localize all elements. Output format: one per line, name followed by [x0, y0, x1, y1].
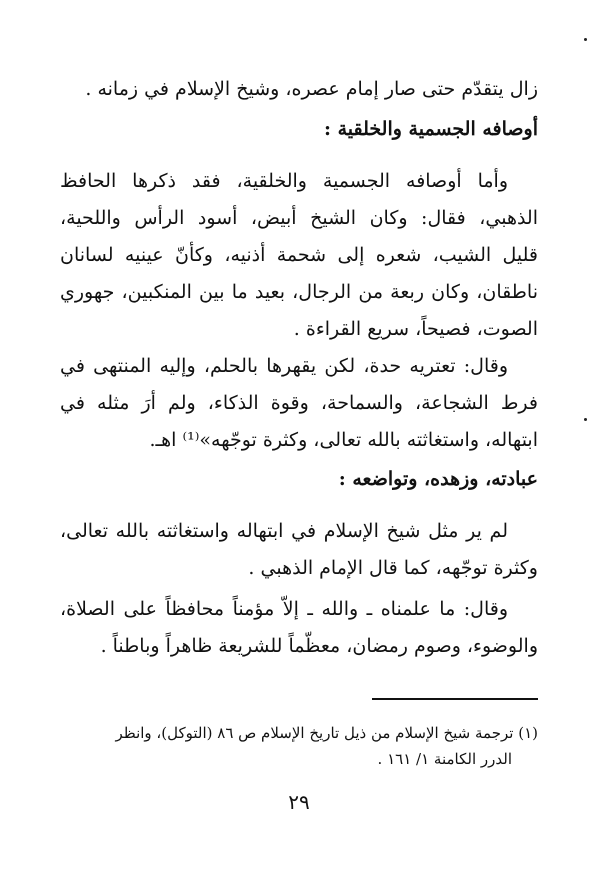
body-line: ابتهاله، واستغاثته بالله تعالى، وكثرة توجّهه»⁽¹⁾ اهـ.	[149, 429, 538, 451]
body-line: وأما أوصافه الجسمية والخلقية، فقد ذكرها الحافظ	[60, 170, 508, 192]
section-heading-worship: عبادته، وزهده، وتواضعه :	[338, 468, 538, 490]
scan-speck	[584, 38, 587, 41]
body-line: لم ير مثل شيخ الإسلام في ابتهاله واستغاثته بالله تعالى،	[60, 520, 508, 542]
body-line: ناطقان، وكان ربعة من الرجال، بعيد ما بين المنكبين، جهوري	[60, 281, 538, 303]
body-line: وقال: تعتريه حدة، لكن يقهرها بالحلم، وإليه المنتهى في	[60, 355, 508, 377]
body-line: الصوت، فصيحاً، سريع القراءة .	[293, 318, 538, 340]
body-line: والوضوء، وصوم رمضان، معظّماً للشريعة ظاهراً وباطناً .	[100, 635, 538, 657]
scan-speck	[584, 418, 587, 421]
page-number: ٢٩	[288, 790, 310, 814]
footnote-line: الدرر الكامنة ١/ ١٦١ .	[377, 750, 512, 768]
section-heading-physical-traits: أوصافه الجسمية والخلقية :	[323, 118, 538, 140]
footnote-line: (١) ترجمة شيخ الإسلام من ذيل تاريخ الإسلام ص ٨٦ (التوكل)، وانظر	[115, 724, 538, 742]
body-line: فرط الشجاعة، والسماحة، وقوة الذكاء، ولم أرَ مثله في	[60, 392, 538, 414]
footnote-separator	[372, 698, 538, 700]
body-line: الذهبي، فقال: وكان الشيخ أبيض، أسود الرأس واللحية،	[60, 207, 538, 229]
body-line: قليل الشيب، شعره إلى شحمة أذنيه، وكأنّ عينيه لسانان	[60, 244, 538, 266]
body-line: وقال: ما علمناه ـ والله ـ إلاّ مؤمناً محافظاً على الصلاة،	[60, 598, 508, 620]
body-line: زال يتقدّم حتى صار إمام عصره، وشيخ الإسلام في زمانه .	[85, 78, 538, 100]
body-line: وكثرة توجّهه، كما قال الإمام الذهبي .	[248, 557, 538, 579]
